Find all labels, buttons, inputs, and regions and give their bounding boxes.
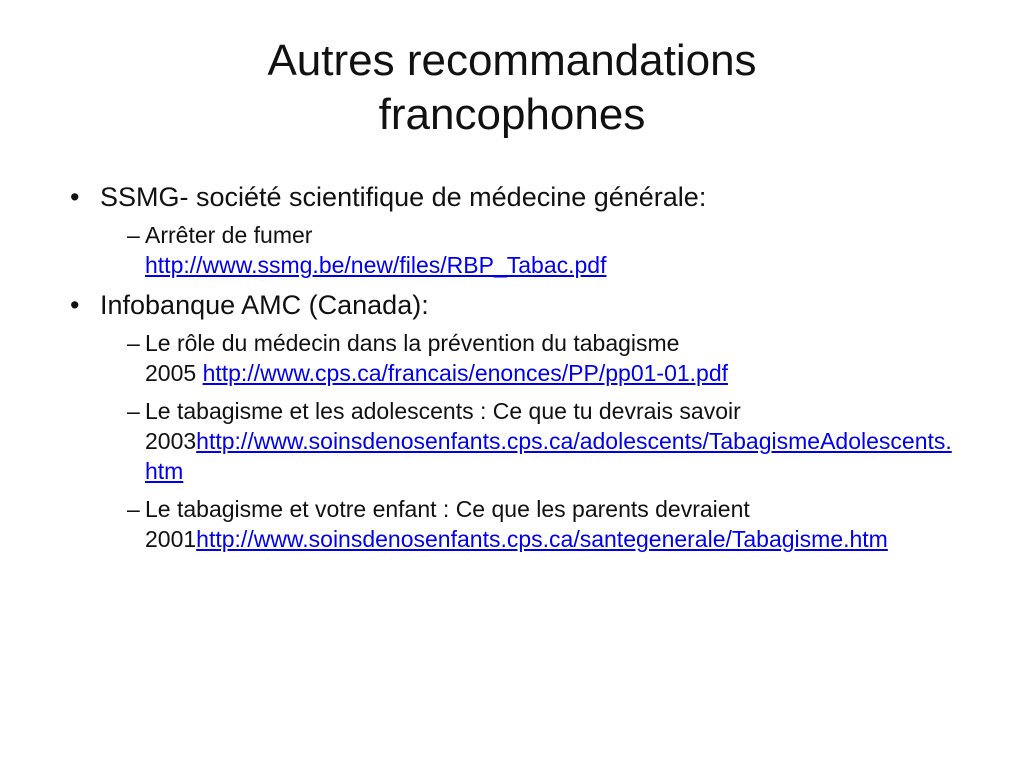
item-text: Le tabagisme et les adolescents : Ce que tu devrais savoir <box>145 398 741 424</box>
item-link[interactable]: http://www.ssmg.be/new/files/RBP_Tabac.pdf <box>145 252 607 278</box>
item-year: 2001 <box>145 526 197 552</box>
item-text: Arrêter de fumer <box>145 222 313 248</box>
item-year: 2003 <box>145 428 197 454</box>
list-item <box>70 328 960 388</box>
slide-content <box>70 180 960 562</box>
sublist-ssmg <box>70 220 960 280</box>
bullet-icon: • <box>70 182 80 212</box>
bullet-infobanque <box>70 288 960 322</box>
dash-icon: – <box>127 222 140 248</box>
bullet-label: Infobanque AMC (Canada): <box>100 290 429 320</box>
title-line-2: francophones <box>378 90 646 139</box>
item-link[interactable]: http://www.cps.ca/francais/enonces/PP/pp01-01.pdf <box>202 360 729 386</box>
sublist-infobanque <box>70 328 960 554</box>
dash-icon: – <box>127 398 140 424</box>
item-text: Le tabagisme et votre enfant : Ce que les parents devraient <box>145 496 750 522</box>
slide-title <box>60 34 964 142</box>
bullet-ssmg <box>70 180 960 214</box>
title-line-1: Autres recommandations <box>267 36 757 85</box>
item-text: Le rôle du médecin dans la prévention du tabagisme <box>145 330 680 356</box>
item-link[interactable]: http://www.soinsdenosenfants.cps.ca/santegenerale/Tabagisme.htm <box>196 526 888 552</box>
dash-icon: – <box>127 330 140 356</box>
bullet-label: SSMG- société scientifique de médecine générale: <box>100 182 707 212</box>
item-link[interactable]: http://www.soinsdenosenfants.cps.ca/adolescents/TabagismeAdolescents.htm <box>145 428 952 484</box>
dash-icon: – <box>127 496 140 522</box>
list-item <box>70 396 960 486</box>
item-year: 2005 <box>145 360 203 386</box>
list-item <box>70 220 960 280</box>
list-item <box>70 494 960 554</box>
bullet-icon: • <box>70 290 80 320</box>
